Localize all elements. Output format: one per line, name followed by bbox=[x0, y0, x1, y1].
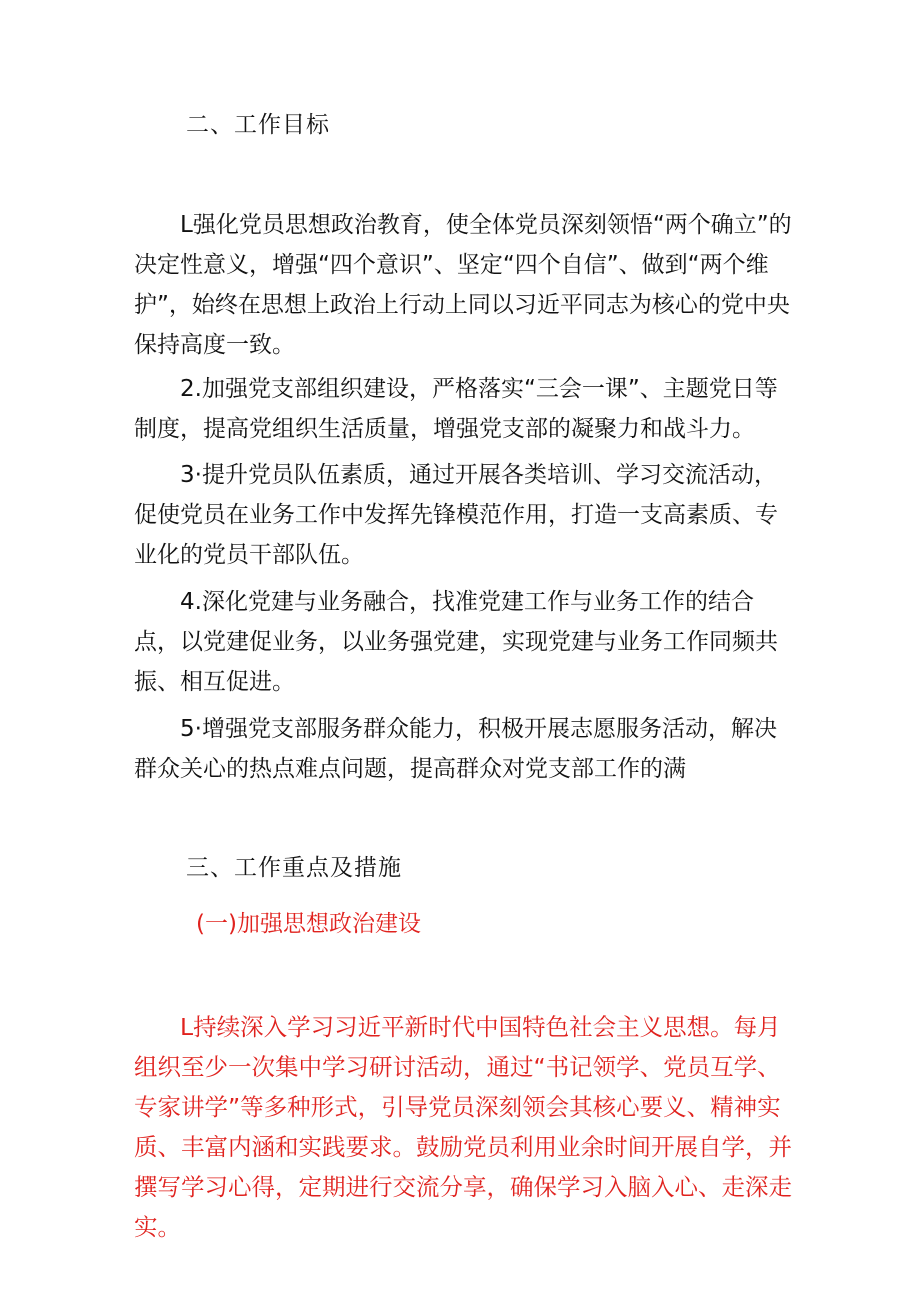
goal-item-1: L强化党员思想政治教育，使全体党员深刻领悟“两个确立”的决定性意义，增强“四个意识”、坚定“四个自信”、做到“两个维护”，始终在思想上政治上行动上同以习近平同志为核心的党中央保持高度一致。 bbox=[134, 212, 792, 358]
goal-item-2: 2.加强党支部组织建设，严格落实“三会一课”、主题党日等制度，提高党组织生活质量，增强党支部的凝聚力和战斗力。 bbox=[134, 376, 778, 442]
goal-item-4: 4.深化党建与业务融合，找准党建工作与业务工作的结合点，以党建促业务，以业务强党建，实现党建与业务工作同频共振、相互促进。 bbox=[134, 589, 778, 695]
goal-item-5: 5·增强党支部服务群众能力，积极开展志愿服务活动，解决群众关心的热点难点问题，提高群众对党支部工作的满 bbox=[134, 716, 777, 782]
section-heading-key-measures: 三、工作重点及措施 bbox=[186, 855, 402, 881]
goal-item-3: 3·提升党员队伍素质，通过开展各类培训、学习交流活动，促使党员在业务工作中发挥先锋模范作用，打造一支高素质、专业化的党员干部队伍。 bbox=[134, 462, 778, 568]
measure-paragraph-1: L持续深入学习习近平新时代中国特色社会主义思想。每月组织至少一次集中学习研讨活动，通过“书记领学、党员互学、专家讲学”等多种形式，引导党员深刻领会其核心要义、精神实质、丰富内涵和实践要求。鼓励党员利用业余时间开展自学，并撰写学习心得，定期进行交流分享，确保学习入脑入心、走深走实。 bbox=[134, 1013, 792, 1241]
subsection-heading-ideological-building: (一)加强思想政治建设 bbox=[196, 911, 421, 937]
section-heading-work-goals: 二、工作目标 bbox=[186, 112, 330, 138]
